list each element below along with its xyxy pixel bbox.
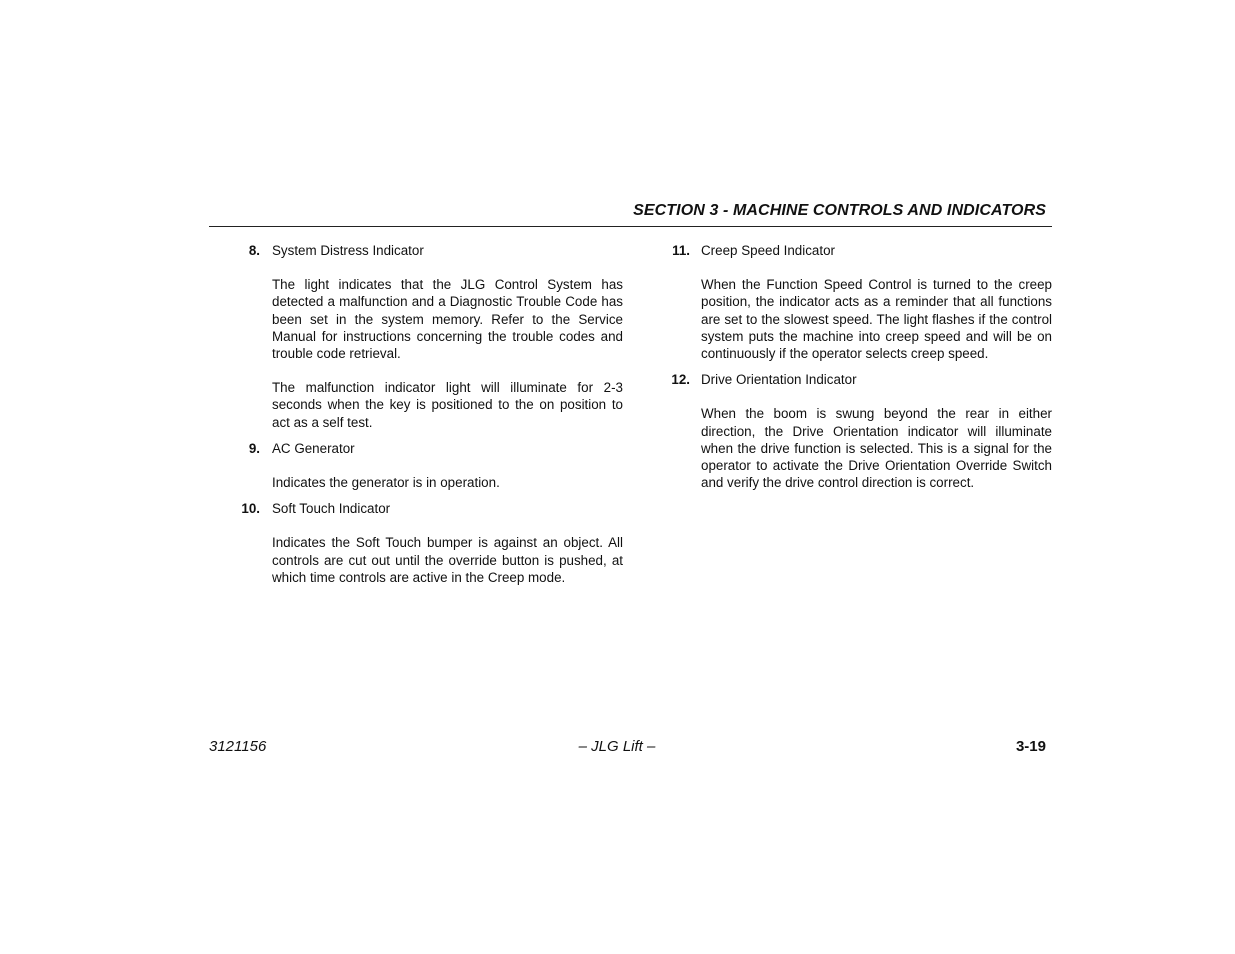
list-item-8 xyxy=(230,242,623,431)
item-number: 9. xyxy=(248,440,260,456)
section-title: SECTION 3 - MACHINE CONTROLS AND INDICATORS xyxy=(633,202,1046,219)
item-number: 8. xyxy=(248,243,260,258)
footer-center-text: – JLG Lift – xyxy=(578,738,656,755)
item-paragraph: The malfunction indicator light will illuminate for 2-3 seconds when the key is positioned to the on position to act as a self test. xyxy=(272,380,623,430)
item-number: 11. xyxy=(672,243,690,258)
item-paragraph: Indicates the generator is in operation. xyxy=(272,475,500,491)
item-title: Drive Orientation Indicator xyxy=(701,372,857,388)
footer-page-number: 3-19 xyxy=(1015,738,1046,755)
list-item-12 xyxy=(660,371,1052,491)
header-divider xyxy=(209,226,1052,227)
item-paragraph: When the boom is swung beyond the rear in either direction, the Drive Orientation indicator will illuminate when the drive function is selected. This is a signal for the operator to activate the Drive Orientation Override Switch and verify the drive control direction is correct. xyxy=(701,406,1052,491)
item-title: System Distress Indicator xyxy=(272,243,424,258)
left-column xyxy=(230,242,623,586)
item-number: 12. xyxy=(671,372,690,388)
item-paragraph: When the Function Speed Control is turned to the creep position, the indicator acts as a reminder that all functions are set to the slowest speed. The light flashes if the control system puts the machine into creep speed and will be on continuously if the operator selects creep speed. xyxy=(701,277,1052,362)
list-item-11 xyxy=(660,242,1052,362)
right-column xyxy=(660,242,1052,491)
footer-doc-number: 3121156 xyxy=(209,738,267,755)
item-paragraph: The light indicates that the JLG Control System has detected a malfunction and a Diagnostic Trouble Code has been set in the system memory. Refer to the Service Manual for instructions concerning the trouble codes and trouble code retrieval. xyxy=(272,277,623,362)
item-title: Soft Touch Indicator xyxy=(272,501,391,517)
item-paragraph: Indicates the Soft Touch bumper is against an object. All controls are cut out until the override button is pushed, at which time controls are active in the Creep mode. xyxy=(272,535,623,585)
item-title: AC Generator xyxy=(272,440,355,456)
list-item-9 xyxy=(230,440,623,491)
list-item-10 xyxy=(230,500,623,586)
item-number: 10. xyxy=(241,501,260,517)
item-title: Creep Speed Indicator xyxy=(701,243,835,258)
